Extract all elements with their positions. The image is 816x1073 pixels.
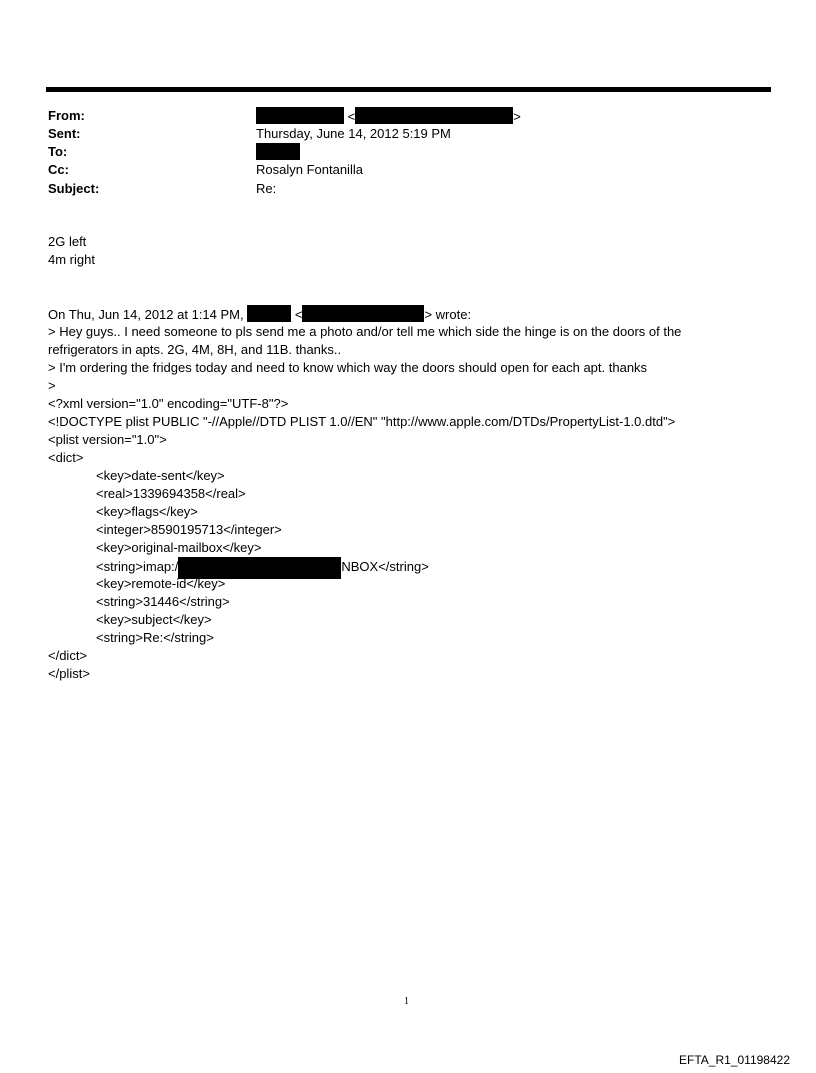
redacted-quoted-email [302,305,424,322]
redacted-sender-email [355,107,513,124]
quoted-line: > I'm ordering the fridges today and need to know which way the doors should open for each apt. thanks [48,360,648,375]
quote-intro-wrote: > wrote: [424,307,472,322]
quoted-line: > Hey guys.. I need someone to pls send me a photo and/or tell me which side the hinge is on the doors of the [48,324,682,339]
subject-label: Subject: [48,181,100,196]
dict-line: <key>subject</key> [96,612,212,627]
quoted-line: > [48,378,56,393]
to-value [256,143,300,162]
cc-value: Rosalyn Fontanilla [256,162,363,177]
xml-line: <plist version="1.0"> [48,432,167,447]
subject-value: Re: [256,181,277,196]
quote-intro [48,305,471,324]
dict-line: <key>date-sent</key> [96,468,225,483]
xml-close-line: </plist> [48,666,90,681]
page-number: 1 [404,996,409,1007]
to-label: To: [48,144,68,159]
reply-line: 2G left [48,234,87,249]
quote-intro-lt: < [294,307,303,322]
dict-line: <key>remote-id</key> [96,576,226,591]
cc-label: Cc: [48,162,69,177]
dict-line: <string>Re:</string> [96,630,214,645]
redacted-recipient [256,143,300,160]
from-label: From: [48,108,85,123]
quoted-line: refrigerators in apts. 2G, 4M, 8H, and 11B. thanks.. [48,342,342,357]
redacted-sender-name [256,107,344,124]
xml-close-line: </dict> [48,648,88,663]
sent-label: Sent: [48,126,81,141]
from-gt: > [513,109,521,124]
imap-suffix: NBOX</string> [341,559,429,574]
dict-line: <string>31446</string> [96,594,230,609]
bates-number: EFTA_R1_01198422 [679,1053,790,1067]
from-value [256,107,521,126]
header-rule [46,87,771,92]
from-lt: < [347,109,356,124]
xml-line: <?xml version="1.0" encoding="UTF-8"?> [48,396,289,411]
dict-line: <integer>8590195713</integer> [96,522,282,537]
imap-prefix: <string>imap:/ [96,559,179,574]
quote-intro-text: On Thu, Jun 14, 2012 at 1:14 PM, [48,307,244,322]
sent-value: Thursday, June 14, 2012 5:19 PM [256,126,451,141]
dict-line: <real>1339694358</real> [96,486,246,501]
xml-line: <dict> [48,450,84,465]
redacted-quoted-sender [247,305,291,322]
dict-line: <key>original-mailbox</key> [96,540,262,555]
dict-line: <key>flags</key> [96,504,198,519]
reply-line: 4m right [48,252,95,267]
xml-line: <!DOCTYPE plist PUBLIC "-//Apple//DTD PLIST 1.0//EN" "http://www.apple.com/DTDs/PropertyList-1.0.dtd"> [48,414,676,429]
